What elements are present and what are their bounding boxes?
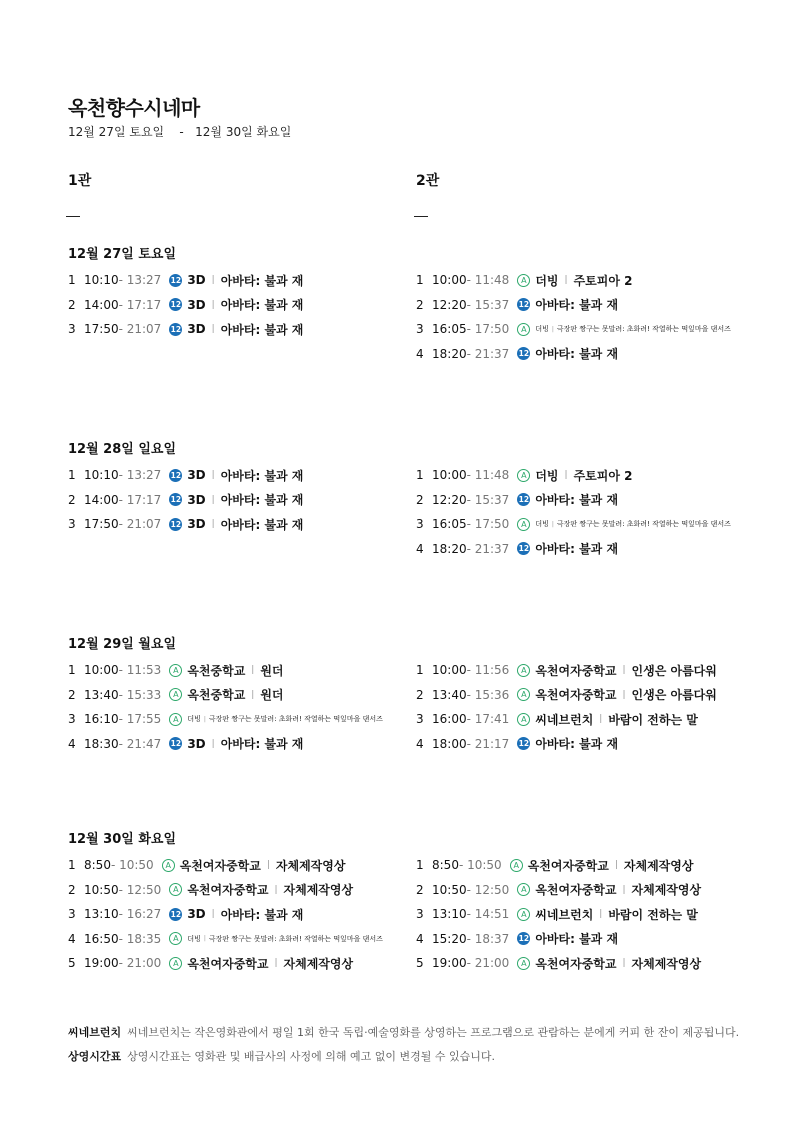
screening-number: 4 [416, 931, 424, 946]
screening-number: 1 [416, 858, 424, 873]
end-time: - 13:27 [118, 273, 162, 288]
hall-2-divider [414, 216, 428, 217]
screening-number: 2 [68, 687, 76, 702]
separator: | [211, 299, 215, 310]
separator: | [599, 909, 603, 920]
screening-number: 2 [68, 297, 76, 312]
screening-number: 3 [416, 712, 424, 727]
end-time: - 17:50 [466, 322, 510, 337]
separator: | [251, 665, 255, 676]
movie-title: 자체제작영상 [275, 858, 346, 873]
age-12-rating-icon: 12 [518, 739, 530, 749]
end-time: - 21:07 [118, 322, 162, 337]
start-time: 15:20 [432, 931, 467, 946]
screening-format: 옥천여자중학교 [535, 956, 617, 971]
screening-number: 5 [416, 956, 424, 971]
showtime-row [68, 488, 303, 513]
movie-title: 극장판 짱구는 못말려: 초화려! 작열하는 떡잎마을 댄서즈 [208, 715, 383, 724]
end-time: - 17:55 [118, 712, 162, 727]
end-time: - 11:48 [466, 468, 510, 483]
start-time: 18:20 [432, 541, 467, 556]
start-time: 16:10 [84, 712, 119, 727]
all-ages-rating-icon: A [517, 713, 530, 726]
start-time: 10:10 [84, 468, 119, 483]
footnote-cinebrunch [68, 1024, 739, 1040]
showtime-row [68, 293, 303, 318]
footnote-label: 상영시간표 [68, 1050, 122, 1063]
start-time: 17:50 [84, 322, 119, 337]
hall-2-column [416, 268, 731, 366]
age-12-rating-icon: 12 [518, 349, 530, 359]
screening-format: 3D [187, 273, 206, 288]
age-12-rating-icon: 12 [170, 495, 182, 505]
movie-title: 아바타: 불과 재 [220, 517, 304, 532]
movie-title: 자체제작영상 [623, 858, 694, 873]
separator: | [551, 520, 554, 528]
separator: | [274, 884, 278, 895]
hall-1-column [68, 658, 383, 756]
start-time: 13:40 [84, 687, 119, 702]
all-ages-rating-icon: A [517, 518, 530, 531]
all-ages-rating-icon: A [169, 664, 182, 677]
screening-format: 더빙 [187, 715, 201, 724]
screening-format: 3D [187, 297, 206, 312]
screening-format: 3D [187, 517, 206, 532]
end-time: - 21:00 [466, 956, 510, 971]
movie-title: 아바타: 불과 재 [535, 737, 619, 752]
end-time: - 16:27 [118, 907, 162, 922]
hall-2-column [416, 853, 701, 976]
screening-format: 옥천여자중학교 [527, 858, 609, 873]
movie-title: 자체제작영상 [631, 883, 702, 898]
start-time: 10:50 [84, 882, 119, 897]
screening-format: 3D [187, 492, 206, 507]
all-ages-rating-icon: A [517, 469, 530, 482]
end-time: - 21:47 [118, 736, 162, 751]
date-range: 12월 27일 토요일 - 12월 30일 화요일 [68, 125, 292, 139]
end-time: - 10:50 [110, 858, 154, 873]
screening-number: 1 [68, 663, 76, 678]
screening-number: 1 [68, 468, 76, 483]
start-time: 19:00 [84, 956, 119, 971]
showtime-row [68, 512, 303, 537]
start-time: 10:00 [84, 663, 119, 678]
age-12-rating-icon: 12 [170, 300, 182, 310]
movie-title: 아바타: 불과 재 [220, 298, 304, 313]
separator: | [614, 860, 618, 871]
screening-number: 3 [68, 517, 76, 532]
start-time: 10:50 [432, 882, 467, 897]
end-time: - 18:35 [118, 931, 162, 946]
separator: | [622, 665, 626, 676]
start-time: 16:50 [84, 931, 119, 946]
all-ages-rating-icon: A [517, 908, 530, 921]
movie-title: 자체제작영상 [283, 956, 354, 971]
showtime-row [68, 463, 303, 488]
screening-number: 2 [416, 687, 424, 702]
start-time: 10:00 [432, 468, 467, 483]
movie-title: 주토피아 2 [573, 273, 633, 288]
screening-format: 옥천여자중학교 [535, 688, 617, 703]
all-ages-rating-icon: A [517, 274, 530, 287]
screening-number: 1 [416, 273, 424, 288]
showtime-row [416, 317, 731, 342]
screening-number: 1 [68, 273, 76, 288]
screening-format: 더빙 [535, 325, 549, 334]
age-12-rating-icon: 12 [518, 544, 530, 554]
start-time: 14:00 [84, 492, 119, 507]
separator: | [622, 884, 626, 895]
age-12-rating-icon: 12 [170, 324, 182, 334]
end-time: - 14:51 [466, 907, 510, 922]
end-time: - 21:07 [118, 517, 162, 532]
movie-title: 자체제작영상 [631, 956, 702, 971]
screening-number: 2 [416, 492, 424, 507]
start-time: 16:00 [432, 712, 467, 727]
screening-format: 더빙 [535, 273, 559, 288]
end-time: - 21:37 [466, 346, 510, 361]
all-ages-rating-icon: A [517, 664, 530, 677]
showtime-row [68, 878, 383, 903]
end-time: - 17:50 [466, 517, 510, 532]
movie-title: 아바타: 불과 재 [220, 322, 304, 337]
showtime-row [416, 658, 717, 683]
screening-number: 4 [416, 541, 424, 556]
showtime-row [416, 463, 731, 488]
screening-number: 3 [416, 907, 424, 922]
screening-number: 4 [416, 346, 424, 361]
screening-format: 3D [187, 322, 206, 337]
start-time: 8:50 [432, 858, 459, 873]
end-time: - 17:17 [118, 492, 162, 507]
screening-number: 2 [68, 492, 76, 507]
end-time: - 15:37 [466, 297, 510, 312]
hall-2-column [416, 463, 731, 561]
end-time: - 12:50 [118, 882, 162, 897]
all-ages-rating-icon: A [517, 323, 530, 336]
all-ages-rating-icon: A [510, 859, 523, 872]
screening-format: 옥천여자중학교 [535, 663, 617, 678]
hall-2-header: 2관 [416, 173, 440, 189]
movie-title: 인생은 아름다워 [631, 688, 717, 703]
screening-format: 옥천중학교 [187, 688, 246, 703]
start-time: 8:50 [84, 858, 111, 873]
showtime-row [416, 488, 731, 513]
showtime-row [416, 342, 731, 367]
end-time: - 21:17 [466, 736, 510, 751]
movie-title: 아바타: 불과 재 [535, 298, 619, 313]
separator: | [622, 958, 626, 969]
separator: | [599, 714, 603, 725]
start-time: 19:00 [432, 956, 467, 971]
footnote-label: 씨네브런치 [68, 1026, 122, 1039]
movie-title: 아바타: 불과 재 [220, 468, 304, 483]
movie-title: 바람이 전하는 말 [608, 712, 698, 727]
hall-1-column [68, 463, 303, 537]
movie-title: 아바타: 불과 재 [535, 542, 619, 557]
movie-title: 주토피아 2 [573, 468, 633, 483]
showtime-row [416, 732, 717, 757]
screening-number: 2 [416, 297, 424, 312]
screening-format: 옥천여자중학교 [535, 883, 617, 898]
movie-title: 아바타: 불과 재 [535, 932, 619, 947]
showtime-row [68, 951, 383, 976]
screening-number: 4 [68, 736, 76, 751]
movie-title: 아바타: 불과 재 [535, 493, 619, 508]
movie-title: 원더 [260, 688, 284, 703]
start-time: 12:20 [432, 297, 467, 312]
showtime-row [68, 902, 383, 927]
showtime-row [416, 878, 701, 903]
age-12-rating-icon: 12 [518, 495, 530, 505]
movie-title: 원더 [260, 663, 284, 678]
showtime-row [68, 268, 303, 293]
showtime-row [416, 927, 701, 952]
all-ages-rating-icon: A [169, 932, 182, 945]
separator: | [211, 519, 215, 530]
start-time: 18:00 [432, 736, 467, 751]
movie-title: 아바타: 불과 재 [220, 273, 304, 288]
end-time: - 17:17 [118, 297, 162, 312]
showtime-row [416, 707, 717, 732]
start-time: 13:10 [84, 907, 119, 922]
movie-title: 아바타: 불과 재 [535, 347, 619, 362]
movie-title: 극장판 짱구는 못말려: 초화려! 작열하는 떡잎마을 댄서즈 [556, 520, 731, 529]
screening-format: 3D [187, 468, 206, 483]
showtime-row [68, 658, 383, 683]
age-12-rating-icon: 12 [518, 300, 530, 310]
separator: | [211, 909, 215, 920]
screening-number: 5 [68, 956, 76, 971]
separator: | [564, 275, 568, 286]
all-ages-rating-icon: A [169, 713, 182, 726]
all-ages-rating-icon: A [169, 883, 182, 896]
start-time: 17:50 [84, 517, 119, 532]
screening-number: 1 [416, 468, 424, 483]
screening-number: 3 [68, 907, 76, 922]
day-title: 12월 29일 월요일 [68, 637, 177, 652]
age-12-rating-icon: 12 [170, 470, 182, 480]
separator: | [551, 325, 554, 333]
movie-title: 극장판 짱구는 못말려: 초화려! 작열하는 떡잎마을 댄서즈 [556, 325, 731, 334]
end-time: - 10:50 [458, 858, 502, 873]
start-time: 10:00 [432, 273, 467, 288]
end-time: - 21:00 [118, 956, 162, 971]
day-title: 12월 30일 화요일 [68, 832, 177, 847]
screening-number: 3 [416, 322, 424, 337]
screening-number: 3 [416, 517, 424, 532]
showtime-row [416, 902, 701, 927]
start-time: 10:10 [84, 273, 119, 288]
all-ages-rating-icon: A [162, 859, 175, 872]
separator: | [211, 470, 215, 481]
screening-number: 1 [68, 858, 76, 873]
showtime-row [416, 951, 701, 976]
screening-format: 더빙 [187, 934, 201, 943]
separator: | [211, 324, 215, 335]
movie-title: 극장판 짱구는 못말려: 초화려! 작열하는 떡잎마을 댄서즈 [208, 934, 383, 943]
hall-2-column [416, 658, 717, 756]
separator: | [211, 738, 215, 749]
movie-title: 바람이 전하는 말 [608, 907, 698, 922]
age-12-rating-icon: 12 [170, 739, 182, 749]
hall-1-header: 1관 [68, 173, 92, 189]
screening-format: 옥천여자중학교 [187, 883, 269, 898]
screening-format: 옥천중학교 [187, 663, 246, 678]
movie-title: 자체제작영상 [283, 883, 354, 898]
start-time: 12:20 [432, 492, 467, 507]
screening-number: 3 [68, 712, 76, 727]
showtime-row [68, 683, 383, 708]
separator: | [203, 715, 206, 723]
screening-format: 3D [187, 736, 206, 751]
showtime-row [416, 537, 731, 562]
separator: | [211, 494, 215, 505]
separator: | [203, 935, 206, 943]
screening-format: 더빙 [535, 468, 559, 483]
footnote-text: 상영시간표는 영화관 및 배급사의 사정에 의해 예고 없이 변경될 수 있습니다. [127, 1050, 496, 1063]
start-time: 16:05 [432, 322, 467, 337]
screening-number: 4 [416, 736, 424, 751]
screening-number: 3 [68, 322, 76, 337]
screening-format: 옥천여자중학교 [179, 858, 261, 873]
movie-title: 아바타: 불과 재 [220, 493, 304, 508]
all-ages-rating-icon: A [169, 688, 182, 701]
screening-number: 1 [416, 663, 424, 678]
screening-format: 씨네브런치 [535, 712, 594, 727]
cinema-title: 옥천향수시네마 [68, 96, 200, 120]
end-time: - 12:50 [466, 882, 510, 897]
day-title: 12월 28일 일요일 [68, 442, 177, 457]
showtime-row [68, 707, 383, 732]
separator: | [266, 860, 270, 871]
showtime-row [416, 293, 731, 318]
start-time: 13:10 [432, 907, 467, 922]
separator: | [622, 689, 626, 700]
start-time: 18:20 [432, 346, 467, 361]
hall-1-divider [66, 216, 80, 217]
start-time: 18:30 [84, 736, 119, 751]
start-time: 14:00 [84, 297, 119, 312]
showtime-row [416, 853, 701, 878]
showtime-row [416, 683, 717, 708]
end-time: - 11:53 [118, 663, 162, 678]
screening-number: 2 [416, 882, 424, 897]
end-time: - 15:37 [466, 492, 510, 507]
all-ages-rating-icon: A [169, 957, 182, 970]
hall-1-column [68, 268, 303, 342]
showtime-row [416, 268, 731, 293]
footnote-text: 씨네브런치는 작은영화관에서 평일 1회 한국 독립·예술영화를 상영하는 프로그램으로 관람하는 분에게 커피 한 잔이 제공됩니다. [127, 1026, 740, 1039]
movie-title: 아바타: 불과 재 [220, 737, 304, 752]
separator: | [274, 958, 278, 969]
separator: | [564, 470, 568, 481]
screening-number: 2 [68, 882, 76, 897]
all-ages-rating-icon: A [517, 957, 530, 970]
showtime-row [68, 853, 383, 878]
screening-format: 3D [187, 907, 206, 922]
screening-format: 더빙 [535, 520, 549, 529]
end-time: - 21:37 [466, 541, 510, 556]
showtime-row [68, 927, 383, 952]
movie-title: 아바타: 불과 재 [220, 907, 304, 922]
movie-title: 인생은 아름다워 [631, 663, 717, 678]
age-12-rating-icon: 12 [170, 519, 182, 529]
separator: | [251, 689, 255, 700]
age-12-rating-icon: 12 [170, 275, 182, 285]
start-time: 13:40 [432, 687, 467, 702]
end-time: - 15:36 [466, 687, 510, 702]
showtime-row [68, 317, 303, 342]
end-time: - 13:27 [118, 468, 162, 483]
all-ages-rating-icon: A [517, 688, 530, 701]
day-title: 12월 27일 토요일 [68, 247, 177, 262]
age-12-rating-icon: 12 [518, 934, 530, 944]
end-time: - 18:37 [466, 931, 510, 946]
screening-format: 씨네브런치 [535, 907, 594, 922]
separator: | [211, 275, 215, 286]
end-time: - 11:56 [466, 663, 510, 678]
footnote-schedule [68, 1048, 495, 1064]
showtime-row [416, 512, 731, 537]
start-time: 16:05 [432, 517, 467, 532]
end-time: - 17:41 [466, 712, 510, 727]
all-ages-rating-icon: A [517, 883, 530, 896]
start-time: 10:00 [432, 663, 467, 678]
end-time: - 15:33 [118, 687, 162, 702]
screening-format: 옥천여자중학교 [187, 956, 269, 971]
age-12-rating-icon: 12 [170, 909, 182, 919]
hall-1-column [68, 853, 383, 976]
showtime-row [68, 732, 383, 757]
end-time: - 11:48 [466, 273, 510, 288]
screening-number: 4 [68, 931, 76, 946]
